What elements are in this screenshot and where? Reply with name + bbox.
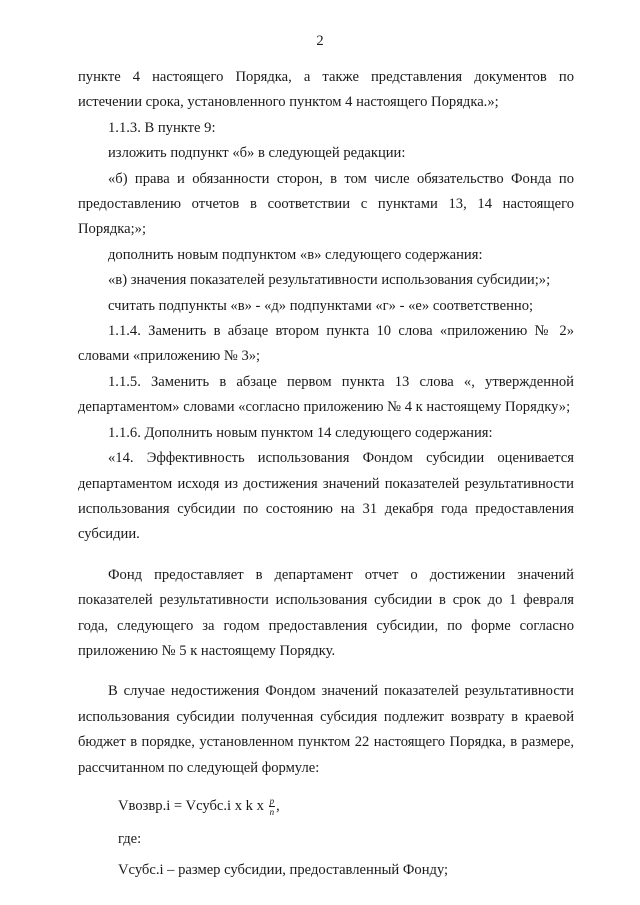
paragraph-1-1-6: 1.1.6. Дополнить новым пунктом 14 следующего содержания:: [108, 424, 493, 441]
paragraph-refund: В случае недостижения Фондом значений показателей результативности использования субсидии полученная субсидия подлежит возврату в краевой бюджет в порядке, установленном пунктом 22 настоящего Порядка, в размере, рассчитанном по следующей формуле:: [78, 683, 574, 776]
paragraph-1-1-4: 1.1.4. Заменить в абзаце втором пункта 10 слова «приложению № 2» словами «приложению № 3»;: [78, 323, 574, 365]
paragraph-1-1-3: 1.1.3. В пункте 9:: [108, 119, 216, 136]
document-body: [78, 65, 574, 883]
paragraph-point-14: «14. Эффективность использования Фондом субсидии оценивается департаментом исходя из достижения значений показателей результативности использования субсидии по состоянию на 31 декабря года предоставления субсидии.: [78, 450, 574, 543]
paragraph-subpoint-b-intro: изложить подпункт «б» в следующей редакции:: [108, 145, 406, 162]
paragraph-renumber: считать подпункты «в» - «д» подпунктами «г» - «е» соответственно;: [108, 297, 534, 314]
formula-numerator: p: [269, 796, 275, 807]
paragraph-subpoint-v-intro: дополнить новым подпунктом «в» следующего содержания:: [108, 246, 483, 263]
paragraph-continuation: пункте 4 настоящего Порядка, а также представления документов по истечении срока, установленного пунктом 4 настоящего Порядка.»;: [78, 69, 574, 111]
page-number: 2: [316, 33, 324, 49]
refund-formula: [118, 791, 574, 821]
paragraph-1-1-5: 1.1.5. Заменить в абзаце первом пункта 13 слова «, утвержденной департаментом» словами «согласно приложению № 4 к настоящему Порядку»;: [78, 373, 574, 416]
where-label: где:: [118, 830, 142, 847]
formula-suffix: ,: [276, 797, 280, 814]
formula-denominator: n: [269, 807, 275, 818]
definition-vsubs: Vсубс.i – размер субсидии, предоставленный Фонду;: [118, 861, 449, 878]
formula-fraction: [269, 796, 276, 817]
paragraph-report: Фонд предоставляет в департамент отчет о достижении значений показателей результативности использования субсидии в срок до 1 февраля года, следующего за годом предоставления субсидии, по форме согласно приложению № 5 к настоящему Порядку.: [78, 566, 574, 659]
formula-lhs: Vвозвр.i = Vсубс.i x k x: [118, 797, 268, 814]
paragraph-subpoint-b: «б) права и обязанности сторон, в том числе обязательство Фонда по предоставлению отчетов в соответствии с пунктами 13, 14 настоящего Порядка;»;: [78, 170, 574, 238]
paragraph-subpoint-v: «в) значения показателей результативности использования субсидии;»;: [108, 272, 551, 289]
